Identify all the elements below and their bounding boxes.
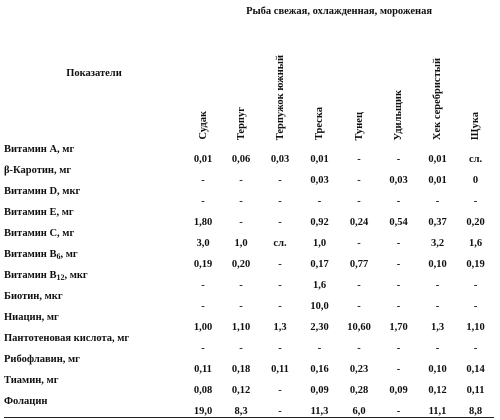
row-label-unit: , мг (60, 249, 78, 260)
fish-column-header (222, 20, 260, 144)
fish-name: Судак (197, 111, 209, 140)
table-row (4, 396, 494, 418)
value-cell: - (396, 280, 401, 291)
row-label: Рибофлавин, мг (4, 354, 80, 365)
row-label: Витамин D, мкг (4, 186, 81, 197)
value-cell: - (278, 259, 282, 270)
value-cell: - (201, 175, 205, 186)
table-row (4, 186, 494, 207)
value-cell: 0,09 (389, 385, 408, 396)
value-cell: - (357, 343, 361, 354)
value-cell: - (201, 196, 205, 207)
value-cell: - (239, 343, 243, 354)
value-cell: - (239, 217, 243, 228)
table-row (4, 228, 494, 249)
table-row (4, 144, 494, 165)
value-cell: 3,0 (196, 238, 210, 249)
value-cell: - (396, 154, 401, 165)
value-cell: 0,19 (193, 259, 213, 270)
value-cell: - (396, 343, 401, 354)
value-cell: - (396, 364, 401, 375)
fish-name: Удильщик (393, 89, 404, 140)
value-cell: 2,30 (310, 322, 329, 333)
value-cell: 0,08 (193, 385, 213, 396)
fish-column-header (379, 20, 418, 144)
row-label: Фолацин (4, 396, 184, 418)
value-cell: - (278, 217, 282, 228)
value-cell: - (435, 301, 440, 312)
value-cell: - (201, 280, 205, 291)
value-cell: 0,06 (231, 154, 251, 165)
value-cell: - (201, 343, 205, 354)
value-cell: - (357, 301, 361, 312)
value-cell: 0,24 (349, 217, 369, 228)
value-cell: - (278, 385, 282, 396)
table-row (4, 333, 494, 354)
value-cell: - (473, 301, 478, 312)
value-cell: - (379, 396, 418, 418)
value-cell: 0,01 (193, 154, 213, 165)
indicator-header: Показатели (66, 67, 122, 79)
row-label-unit: , мкг (64, 270, 88, 281)
value-cell: 1,00 (193, 322, 213, 333)
row-label-main: Витамин В (4, 249, 57, 260)
row-label: Пантотеновая кислота, мг (4, 333, 130, 344)
value-cell: сл. (468, 154, 483, 165)
row-label: Биотин, мкг (4, 291, 63, 302)
row-label: Тиамин, мг (4, 375, 59, 386)
value-cell: 1,6 (468, 238, 483, 249)
value-cell: 0,03 (389, 175, 408, 186)
value-cell: 0,01 (428, 154, 447, 165)
value-cell: 0,17 (310, 259, 329, 270)
value-cell: 0,18 (231, 364, 251, 375)
value-cell: - (396, 196, 401, 207)
row-label (4, 270, 184, 291)
value-cell: - (317, 196, 322, 207)
row-label: Витамин Е, мг (4, 207, 74, 218)
row-label (4, 249, 184, 270)
value-cell: - (357, 154, 361, 165)
value-cell: 0,20 (231, 259, 251, 270)
value-cell: - (278, 280, 282, 291)
value-cell: 1,3 (430, 322, 445, 333)
value-cell: 0,37 (428, 217, 447, 228)
value-cell: - (396, 238, 401, 249)
value-cell: 0,23 (349, 364, 369, 375)
value-cell: 6,0 (339, 396, 379, 418)
value-cell: - (435, 196, 440, 207)
value-cell: 10,0 (310, 301, 329, 312)
value-cell: - (239, 196, 243, 207)
row-label: Витамин С, мг (4, 228, 75, 239)
value-cell: - (357, 196, 361, 207)
value-cell: 0,11 (466, 385, 485, 396)
value-cell: 0,11 (271, 364, 289, 375)
table-row (4, 354, 494, 375)
value-cell: 0,54 (389, 217, 408, 228)
table-row (4, 375, 494, 396)
value-cell: 8,8 (457, 396, 494, 418)
value-cell: - (435, 280, 440, 291)
value-cell: 11,1 (418, 396, 457, 418)
value-cell: 10,60 (347, 322, 371, 333)
value-cell: 0,92 (310, 217, 329, 228)
value-cell: 0,77 (349, 259, 369, 270)
row-label-main: Витамин В (4, 270, 57, 281)
value-cell: - (278, 301, 282, 312)
table-row (4, 291, 494, 312)
value-cell: 0,12 (231, 385, 251, 396)
fish-name: Треска (314, 106, 325, 140)
value-cell: 0,03 (270, 154, 290, 165)
value-cell: 3,2 (430, 238, 445, 249)
fish-name: Терпуг (235, 106, 247, 140)
value-cell: сл. (273, 238, 287, 249)
fish-name: Щука (470, 111, 482, 140)
value-cell: - (357, 238, 361, 249)
value-cell: 0,10 (428, 259, 447, 270)
value-cell: 0,03 (310, 175, 329, 186)
value-cell: 1,0 (234, 238, 248, 249)
value-cell: 1,3 (273, 322, 287, 333)
row-label: β-Каротин, мг (4, 165, 72, 176)
value-cell: 1,0 (312, 238, 327, 249)
row-label: Ниацин, мг (4, 312, 59, 323)
value-cell: 0,28 (349, 385, 369, 396)
value-cell: - (260, 396, 300, 418)
value-cell: 1,6 (312, 280, 327, 291)
fish-name: Тунец (353, 111, 365, 140)
nutrition-table (4, 2, 494, 418)
value-cell: - (278, 175, 282, 186)
value-cell: - (435, 343, 440, 354)
table-row (4, 249, 494, 270)
value-cell: 0,12 (428, 385, 447, 396)
value-cell: 1,10 (466, 322, 485, 333)
table-row (4, 165, 494, 186)
fish-name: Терпужок южный (274, 54, 286, 140)
value-cell: 8,3 (222, 396, 260, 418)
value-cell: 1,70 (389, 322, 408, 333)
value-cell: 1,10 (231, 322, 251, 333)
fish-name: Хек серебристый (432, 57, 443, 140)
fish-group-header: Рыба свежая, охлажденная, мороженая (246, 5, 433, 17)
value-cell: 11,3 (300, 396, 339, 418)
value-cell: 0,01 (428, 175, 447, 186)
row-label-subscript: 12 (56, 273, 65, 282)
value-cell: 0,14 (466, 364, 485, 375)
value-cell: - (473, 196, 478, 207)
value-cell: - (357, 280, 361, 291)
value-cell: 1,80 (193, 217, 213, 228)
fish-column-header (339, 20, 379, 144)
value-cell: 0,09 (310, 385, 329, 396)
value-cell: 0 (472, 175, 479, 186)
value-cell: - (317, 343, 322, 354)
fish-column-header (418, 20, 457, 144)
value-cell: - (239, 175, 243, 186)
table-row (4, 312, 494, 333)
row-label-subscript: 6 (56, 252, 61, 261)
row-label: Витамин А, мг (4, 144, 75, 155)
value-cell: - (278, 196, 282, 207)
value-cell: - (396, 259, 401, 270)
fish-column-header (300, 20, 339, 144)
value-cell: - (473, 280, 478, 291)
value-cell: - (396, 301, 401, 312)
value-cell: 0,01 (310, 154, 329, 165)
value-cell: - (201, 301, 205, 312)
fish-column-header (457, 20, 494, 144)
value-cell: 19,0 (184, 396, 222, 418)
value-cell: - (239, 280, 243, 291)
value-cell: 0,11 (194, 364, 212, 375)
table-row (4, 207, 494, 228)
table-body (4, 144, 494, 418)
value-cell: - (473, 343, 478, 354)
fish-column-header (184, 20, 222, 144)
table-row (4, 270, 494, 291)
value-cell: 0,20 (466, 217, 485, 228)
value-cell: 0,10 (428, 364, 447, 375)
value-cell: 0,19 (466, 259, 485, 270)
value-cell: - (278, 343, 282, 354)
value-cell: - (357, 175, 361, 186)
value-cell: - (239, 301, 243, 312)
fish-column-header (260, 20, 300, 144)
value-cell: 0,16 (310, 364, 329, 375)
